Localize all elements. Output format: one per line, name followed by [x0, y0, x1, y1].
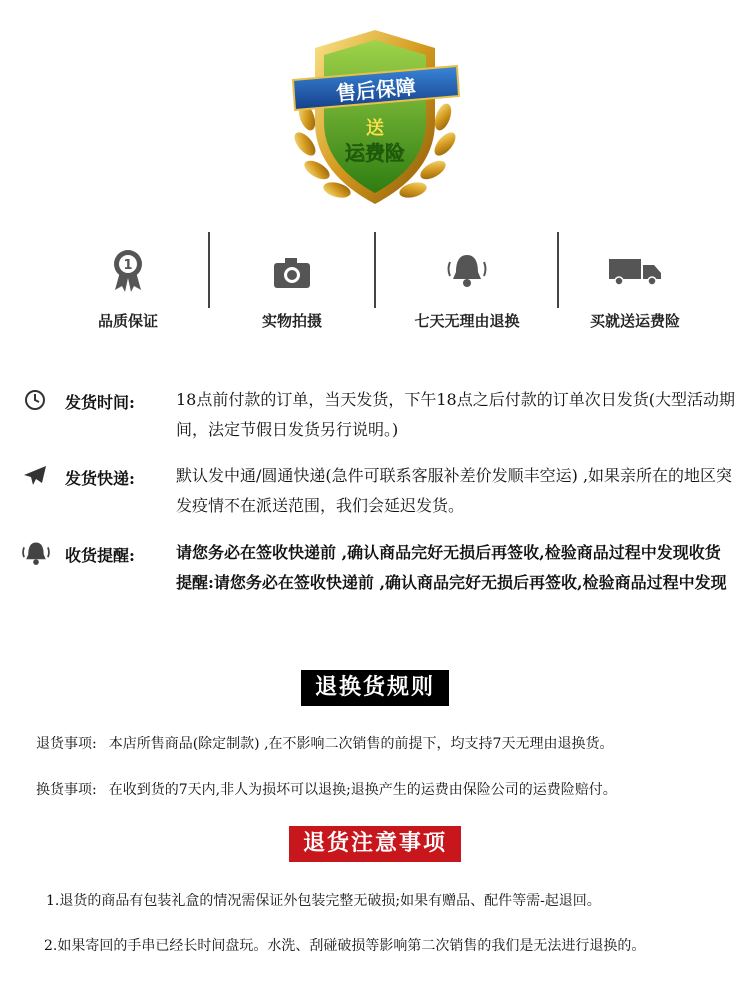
svg-text:送: 送: [366, 118, 384, 139]
exchange-rule: [36, 779, 617, 799]
bell-icon: [447, 252, 487, 288]
note-item: 2.如果寄回的手串已经长时间盘玩。水洗、刮碰破损等影响第二次销售的我们是无法进行退换的。: [44, 938, 646, 954]
quality-medal-icon: [111, 248, 145, 292]
note-item: 1.退货的商品有包装礼盒的情况需保证外包装完整无破损;如果有赠品、配件等需-起退回。: [46, 893, 601, 909]
rules-title: 退换货规则: [301, 670, 449, 706]
shipping-time-text: 18点前付款的订单，当天发货，下午18点之后付款的订单次日发货(大型活动期间，法定节假日发货另行说明。): [176, 390, 735, 439]
feature-label: 实物拍摄: [261, 312, 322, 330]
shipping-time-label: 发货时间:: [65, 393, 135, 412]
clock-icon: [24, 389, 46, 411]
feature-label: 买就送运费险: [589, 312, 680, 330]
bell-icon: [22, 540, 50, 566]
receipt-reminder-label: 收货提醒:: [65, 546, 135, 565]
airplane-icon: [22, 463, 48, 489]
courier-label: 发货快递:: [65, 469, 135, 488]
divider: [557, 232, 559, 308]
svg-text:1: 1: [123, 258, 133, 273]
feature-shipping-insurance: [565, 240, 705, 340]
receipt-reminder-text: 请您务必在签收快递前 ,确认商品完好无损后再签收,检验商品过程中发现收货提醒:请您务必在签收快递前 ,确认商品完好无损后再签收,检验商品过程中发现: [176, 543, 727, 592]
camera-icon: [272, 256, 312, 290]
notes-title: 退货注意事项: [289, 826, 461, 862]
rule-key: 退货事项:: [36, 736, 97, 752]
divider: [374, 232, 376, 308]
truck-icon: [608, 256, 662, 286]
divider: [208, 232, 210, 308]
feature-label: 七天无理由退换: [414, 312, 520, 330]
feature-photo: [222, 240, 362, 340]
feature-quality: [58, 240, 198, 340]
feature-label: 品质保证: [97, 312, 158, 330]
return-rule: [36, 733, 613, 753]
rule-key: 换货事项:: [36, 782, 97, 798]
rule-text: 本店所售商品(除定制款) ,在不影响二次销售的前提下，均支持7天无理由退换货。: [108, 736, 614, 752]
feature-seven-day-return: [397, 240, 537, 340]
courier-text: 默认发中通/圆通快递(急件可联系客服补差价发顺丰空运) ,如果亲所在的地区突发疫情不在派送范围，我们会延迟发货。: [176, 466, 733, 515]
after-sales-shield-badge: [285, 22, 465, 212]
rule-text: 在收到货的7天内,非人为损坏可以退换;退换产生的运费由保险公司的运费险赔付。: [108, 782, 617, 798]
svg-text:售后保障: 售后保障: [334, 74, 417, 106]
svg-text:运费险: 运费险: [345, 141, 405, 165]
